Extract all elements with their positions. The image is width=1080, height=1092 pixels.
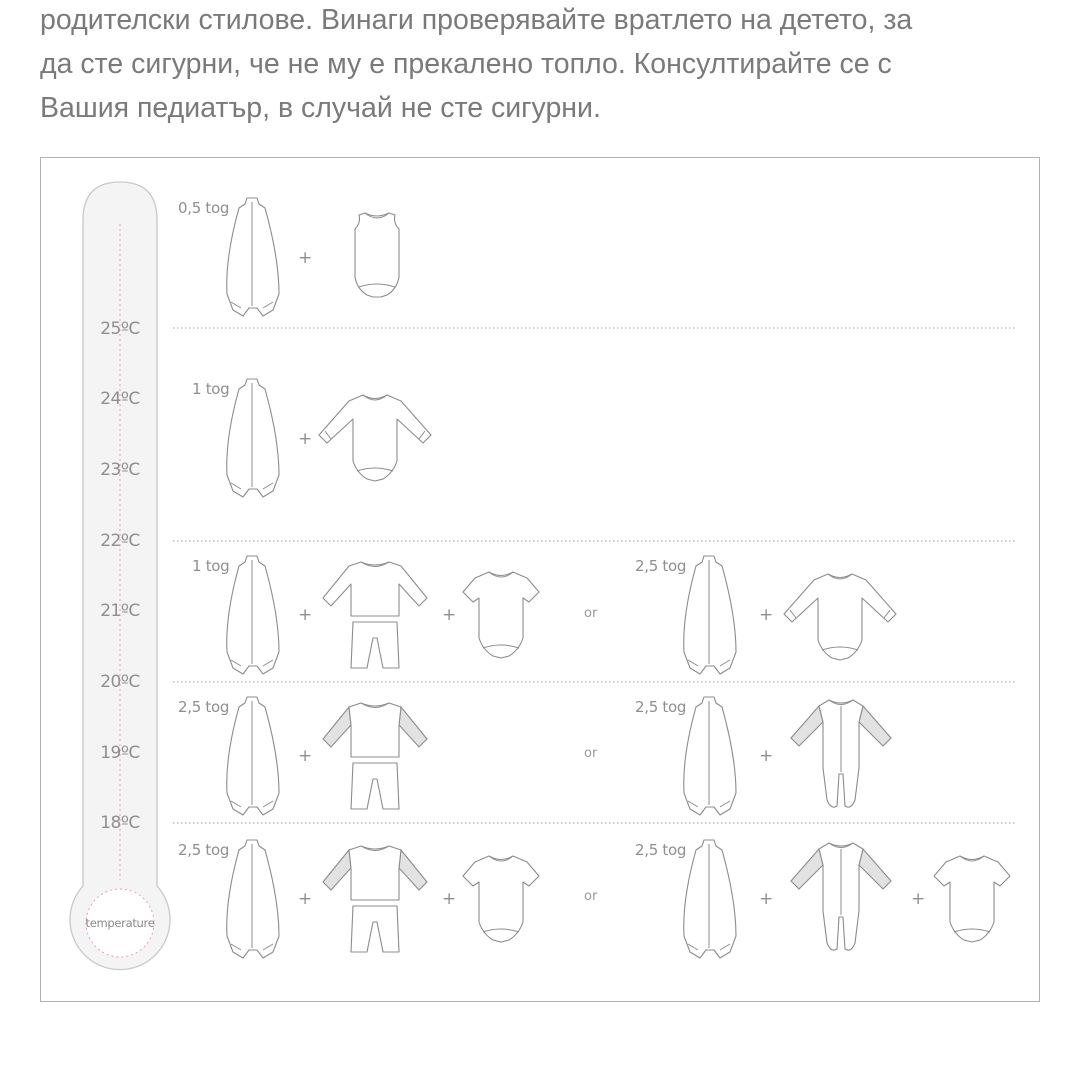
plus-sign: + [759, 605, 774, 625]
long-sleeve-bodysuit-icon [784, 574, 896, 660]
sleeping-bag-icon [684, 556, 736, 674]
sleeping-bag-icon [227, 697, 279, 815]
temp-tick-24: 24ºC [100, 389, 140, 409]
tog-label: 1 tog [192, 380, 230, 398]
tog-label: 2,5 tog [178, 698, 230, 716]
plus-sign: + [911, 889, 926, 909]
plus-sign: + [298, 605, 313, 625]
plus-sign: + [298, 248, 313, 268]
tog-label: 2,5 tog [635, 698, 687, 716]
plus-sign: + [442, 605, 457, 625]
pyjama-set-icon [323, 703, 427, 809]
intro-line: родителски стилове. Винаги проверявайте вратлето на детето, за [40, 4, 913, 36]
thermometer [70, 182, 170, 970]
temp-tick-19: 19ºC [100, 743, 140, 763]
plus-sign: + [759, 889, 774, 909]
sleeping-bag-icon [227, 198, 279, 316]
sleeping-bag-icon [684, 840, 736, 958]
temp-tick-22: 22ºC [100, 531, 140, 551]
tog-label: 2,5 tog [178, 841, 230, 859]
footed-sleepsuit-icon [791, 700, 891, 807]
tog-label: 0,5 tog [178, 199, 230, 217]
intro-line: Вашия педиатър, в случай не сте сигурни. [40, 92, 601, 124]
sleeping-bag-icon [227, 379, 279, 497]
or-separator: or [584, 889, 598, 904]
temp-tick-25: 25ºC [100, 319, 140, 339]
tog-row-2 [192, 379, 431, 497]
temp-tick-20: 20ºC [100, 672, 140, 692]
temp-tick-18: 18ºC [100, 813, 140, 833]
pyjama-set-icon [323, 846, 427, 952]
sleeping-bag-icon [684, 697, 736, 815]
tog-row-5 [178, 840, 1010, 958]
or-separator: or [584, 606, 598, 621]
long-sleeve-bodysuit-icon [319, 395, 431, 481]
short-sleeve-bodysuit-icon [934, 856, 1010, 942]
temp-tick-21: 21ºC [100, 601, 140, 621]
temp-tick-23: 23ºC [100, 460, 140, 480]
short-sleeve-bodysuit-icon [463, 856, 539, 942]
short-sleeve-bodysuit-icon [463, 572, 539, 658]
tog-guide-diagram [40, 157, 1040, 1002]
tog-label: 1 tog [192, 557, 230, 575]
plus-sign: + [442, 889, 457, 909]
plus-sign: + [298, 746, 313, 766]
pyjama-set-icon [323, 562, 427, 668]
sleeveless-bodysuit-icon [355, 213, 399, 297]
plus-sign: + [298, 889, 313, 909]
tog-label: 2,5 tog [635, 841, 687, 859]
intro-paragraph [40, 0, 1050, 130]
or-separator: or [584, 746, 598, 761]
tog-row-4 [178, 697, 891, 815]
plus-sign: + [759, 746, 774, 766]
sleeping-bag-icon [227, 556, 279, 674]
plus-sign: + [298, 429, 313, 449]
tog-row-3 [192, 556, 896, 674]
tog-label: 2,5 tog [635, 557, 687, 575]
sleeping-bag-icon [227, 840, 279, 958]
footed-sleepsuit-icon [791, 843, 891, 950]
thermometer-bulb-label: temperature [85, 916, 155, 930]
tog-row-1 [178, 198, 399, 316]
intro-line: да сте сигурни, че не му е прекалено топло. Консултирайте се с [40, 48, 892, 80]
tog-guide-svg [41, 158, 1041, 1003]
